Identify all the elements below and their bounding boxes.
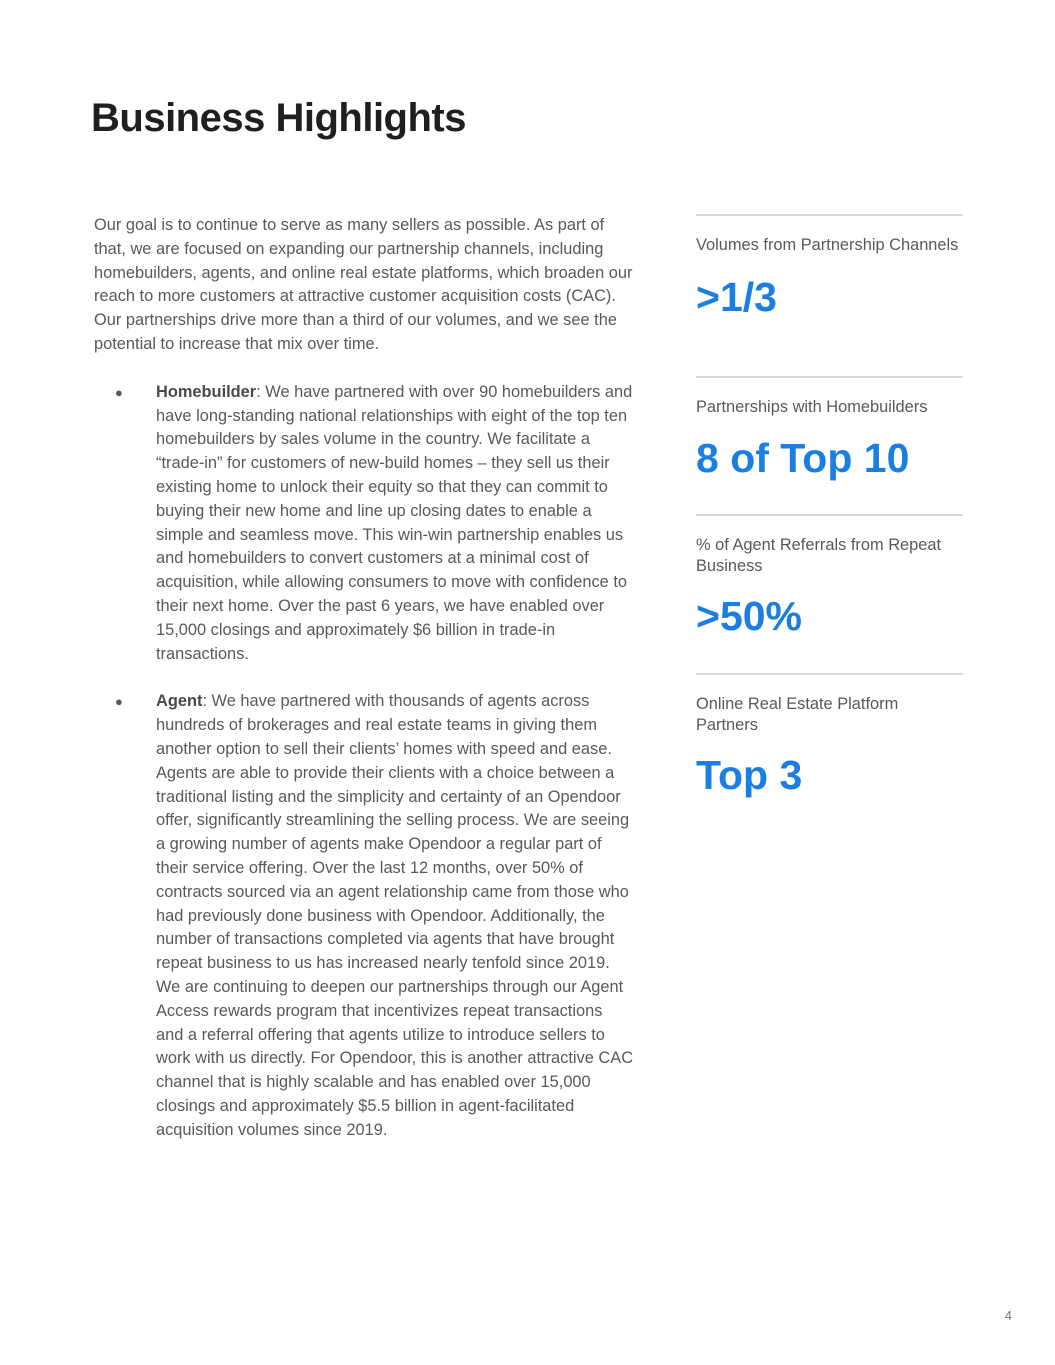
page-title: Business Highlights xyxy=(91,96,466,140)
intro-paragraph: Our goal is to continue to serve as many sellers as possible. As part of that, we are focused on expanding our partnership channels, including homebuilders, agents, and online real estate platforms, which broaden our reach to more customers at attractive customer acquisition costs (CAC). Our partnerships drive more than a third of our volumes, and we see the potential to increase that mix over time. xyxy=(94,216,633,353)
stat-value: Top 3 xyxy=(696,752,803,798)
stat-label: Volumes from Partnership Channels xyxy=(696,236,959,254)
list-item-homebuilder xyxy=(94,381,634,667)
partnership-list xyxy=(94,381,634,1143)
bullet-text: : We have partnered with thousands of agents across hundreds of brokerages and real estate teams in giving them another option to sell their clients’ homes with speed and ease. Agents are able to provide their clients with a choice between a traditional listing and the simplicity and certainty of an Opendoor offer, significantly streamlining the selling process. We are seeing a growing number of agents make Opendoor a regular part of their service offering. Over the last 12 months, over 50% of contracts sourced via an agent relationship came from those who had previously done business with Opendoor. Additionally, the number of transactions completed via agents that have brought repeat business to us has increased nearly tenfold since 2019. We are continuing to deepen our partnerships through our Agent Access rewards program that incentivizes repeat transactions and a referral offering that agents utilize to introduce sellers to work with us directly. For Opendoor, this is another attractive CAC channel that is highly scalable and has enabled over 15,000 closings and approximately $5.5 billion in agent-facilitated acquisition volumes since 2019. xyxy=(156,692,634,1139)
stat-label: % of Agent Referrals from Repeat Business xyxy=(696,536,942,575)
stat-online-platforms xyxy=(696,673,963,799)
stat-agent-referrals xyxy=(696,514,963,673)
bullet-icon: ● xyxy=(115,384,123,400)
list-item-agent xyxy=(94,690,634,1142)
stat-label: Partnerships with Homebuilders xyxy=(696,398,928,416)
stat-value: >50% xyxy=(696,593,803,639)
stat-partnership-volumes xyxy=(696,214,963,376)
bullet-term: Agent xyxy=(156,692,203,711)
bullet-text: : We have partnered with over 90 homebuilders and have long-standing national relationships with eight of the top ten homebuilders by sales volume in the country. We facilitate a “trade-in” for customers of new-build homes – they sell us their existing home to unlock their equity so that they can commit to buying their new home and line up closing dates to enable a simple and seamless move. This win-win partnership enables us and homebuilders to convert customers at a minimal cost of acquisition, while allowing consumers to move with confidence to their next home. Over the past 6 years, we have enabled over 15,000 closings and approximately $6 billion in trade-in transactions. xyxy=(156,382,633,663)
bullet-icon: ● xyxy=(115,694,123,710)
stat-label: Online Real Estate Platform Partners xyxy=(696,695,899,734)
stat-value: >1/3 xyxy=(696,273,777,320)
stats-sidebar xyxy=(696,214,963,799)
main-content xyxy=(94,214,634,1166)
stat-value: 8 of Top 10 xyxy=(696,434,910,481)
stat-homebuilder-partnerships xyxy=(696,376,963,514)
bullet-term: Homebuilder xyxy=(156,382,257,401)
page-number: 4 xyxy=(1004,1308,1012,1323)
